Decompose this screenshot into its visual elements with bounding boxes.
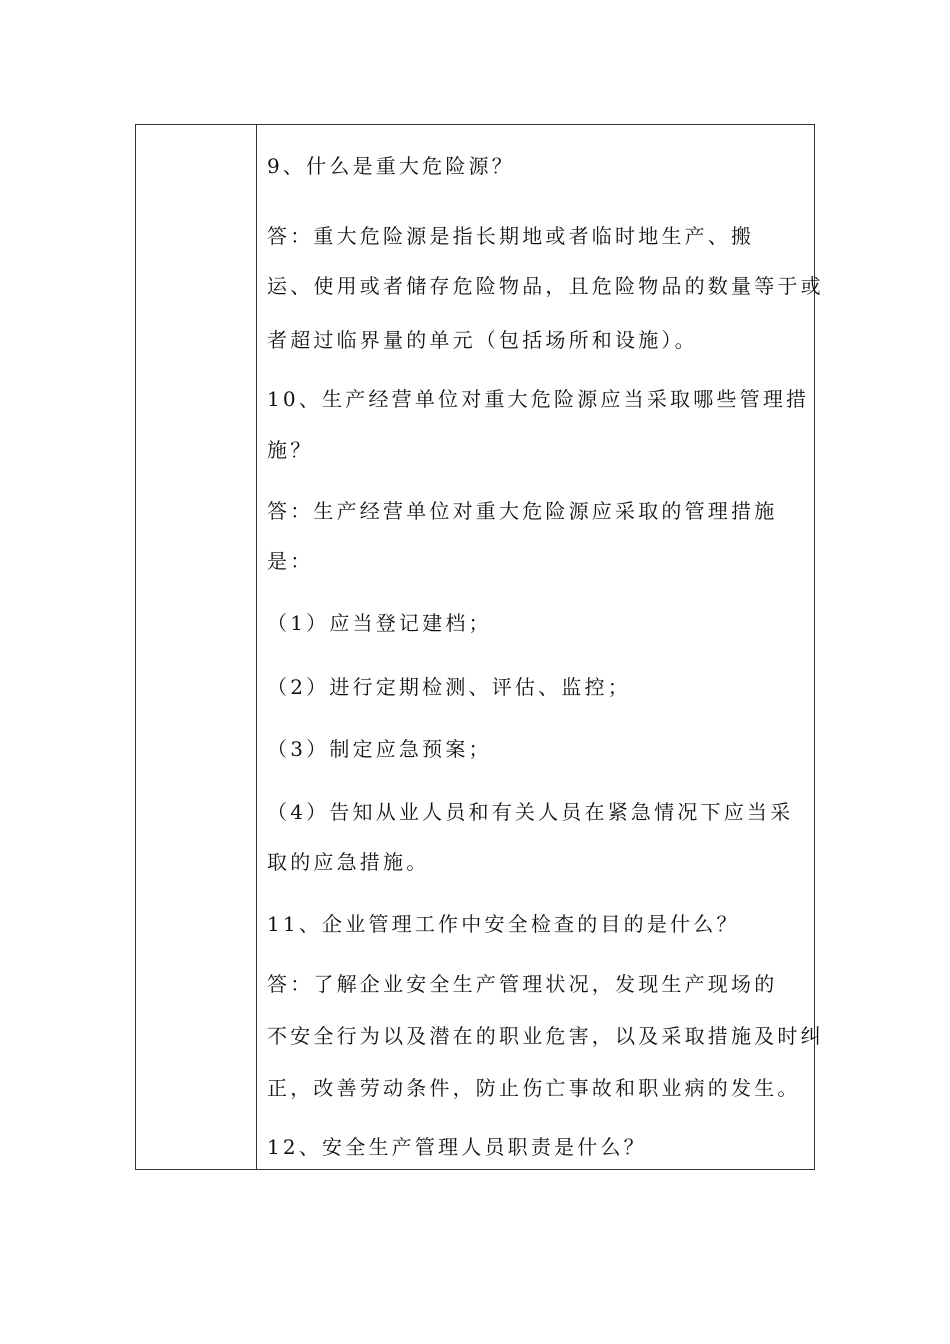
answer-10-line-2: 是：	[267, 549, 314, 573]
question-12: 12、安全生产管理人员职责是什么？	[267, 1135, 647, 1159]
answer-11-line-1: 答：了解企业安全生产管理状况，发现生产现场的	[267, 972, 778, 996]
question-11: 11、企业管理工作中安全检查的目的是什么？	[267, 912, 740, 936]
question-10-line-1: 10、生产经营单位对重大危险源应当采取哪些管理措	[267, 387, 810, 411]
measure-3: （3）制定应急预案；	[267, 737, 492, 761]
question-9: 9、什么是重大危险源？	[267, 154, 515, 178]
measure-1: （1）应当登记建档；	[267, 611, 492, 635]
table-left-column	[136, 125, 257, 1169]
answer-11-line-3: 正，改善劳动条件，防止伤亡事故和职业病的发生。	[267, 1076, 801, 1100]
measure-2: （2）进行定期检测、评估、监控；	[267, 675, 631, 699]
answer-10-line-1: 答：生产经营单位对重大危险源应采取的管理措施	[267, 499, 778, 523]
document-table	[135, 124, 824, 1170]
answer-11-line-2: 不安全行为以及潜在的职业危害，以及采取措施及时纠	[267, 1024, 824, 1048]
answer-9-line-3: 者超过临界量的单元（包括场所和设施）。	[267, 328, 698, 352]
measure-4-line-1: （4）告知从业人员和有关人员在紧急情况下应当采	[267, 800, 794, 824]
answer-9-line-1: 答：重大危险源是指长期地或者临时地生产、搬	[267, 224, 755, 248]
question-10-line-2: 施？	[267, 438, 314, 462]
measure-4-line-2: 取的应急措施。	[267, 850, 430, 874]
answer-9-line-2: 运、使用或者储存危险物品，且危险物品的数量等于或	[267, 274, 824, 298]
